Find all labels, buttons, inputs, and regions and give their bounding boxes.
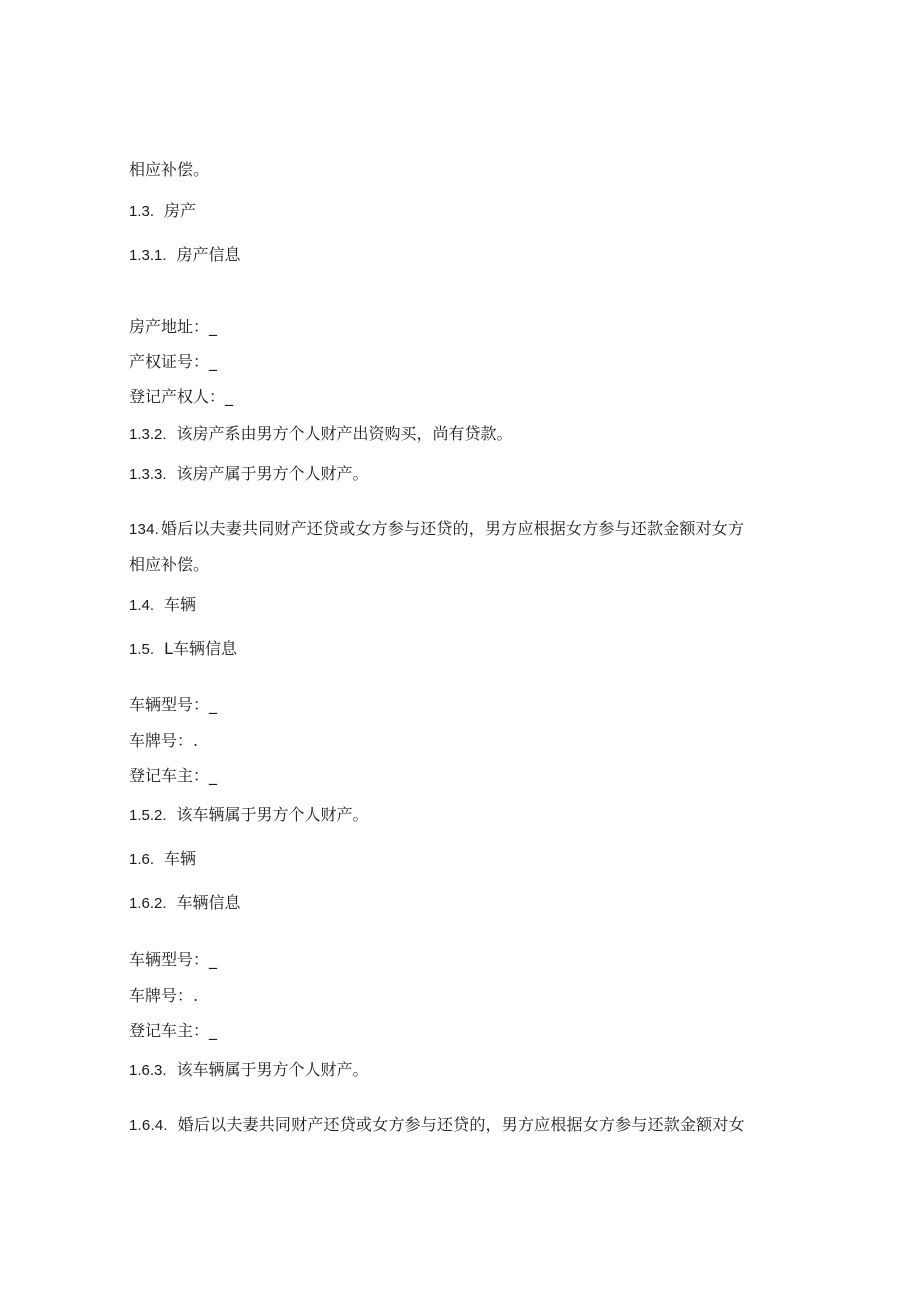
clause-number: 1.5.2. bbox=[129, 807, 167, 824]
field-text: 车辆型号：_ bbox=[129, 950, 218, 969]
subsection-heading bbox=[129, 245, 241, 266]
section-number: 1.6.2. bbox=[129, 895, 167, 912]
clause-number: 1.6.4. bbox=[129, 1117, 168, 1134]
section-title: 车辆 bbox=[164, 849, 197, 868]
clause-line bbox=[129, 805, 369, 826]
section-number: 1.3. bbox=[129, 203, 155, 220]
clause-line bbox=[129, 464, 369, 485]
clause-text: 该房产系由男方个人财产出资购买，尚有贷款。 bbox=[176, 424, 513, 443]
line-text: 相应补偿。 bbox=[129, 160, 210, 179]
text-line bbox=[129, 160, 209, 180]
clause-number: 1.3.2. bbox=[129, 426, 167, 443]
field-text: 产权证号：_ bbox=[129, 352, 218, 371]
field-text: 登记产权人：_ bbox=[129, 387, 234, 406]
text-line bbox=[129, 555, 209, 575]
clause-line bbox=[129, 519, 744, 540]
field-text: 登记车主：_ bbox=[129, 766, 218, 785]
clause-line bbox=[129, 1115, 745, 1136]
clause-number: 1.6.3. bbox=[129, 1062, 167, 1079]
field-line bbox=[129, 986, 198, 1006]
section-title: 房产 bbox=[164, 201, 197, 220]
section-number: 1.5. bbox=[129, 641, 155, 658]
section-heading bbox=[129, 595, 196, 616]
clause-text: 婚后以夫妻共同财产还贷或女方参与还贷的，男方应根据女方参与还款金额对女 bbox=[177, 1115, 745, 1134]
clause-text: 婚后以夫妻共同财产还贷或女方参与还贷的，男方应根据女方参与还款金额对女方 bbox=[161, 519, 745, 538]
clause-text: 该车辆属于男方个人财产。 bbox=[176, 805, 369, 824]
field-line bbox=[129, 317, 217, 337]
section-title: 车辆 bbox=[164, 595, 197, 614]
field-line bbox=[129, 387, 233, 407]
clause-text: 该房产属于男方个人财产。 bbox=[176, 464, 369, 483]
field-line bbox=[129, 950, 217, 970]
clause-number: 134. bbox=[129, 521, 159, 538]
field-text: 车牌号：. bbox=[129, 986, 199, 1005]
section-title: 房产信息 bbox=[176, 245, 241, 264]
section-heading bbox=[129, 849, 196, 870]
section-number: 1.3.1. bbox=[129, 247, 167, 264]
section-heading bbox=[129, 201, 196, 222]
field-text: 房产地址：_ bbox=[129, 317, 218, 336]
clause-number: 1.3.3. bbox=[129, 466, 167, 483]
section-title: L车辆信息 bbox=[164, 639, 237, 658]
clause-text: 该车辆属于男方个人财产。 bbox=[176, 1060, 369, 1079]
field-line bbox=[129, 766, 217, 786]
subsection-heading bbox=[129, 893, 241, 914]
section-heading bbox=[129, 639, 237, 660]
field-line bbox=[129, 352, 217, 372]
field-text: 车牌号：. bbox=[129, 731, 199, 750]
section-number: 1.4. bbox=[129, 597, 155, 614]
clause-line bbox=[129, 424, 513, 445]
field-text: 登记车主：_ bbox=[129, 1021, 218, 1040]
field-line bbox=[129, 731, 198, 751]
line-text: 相应补偿。 bbox=[129, 555, 210, 574]
field-text: 车辆型号：_ bbox=[129, 695, 218, 714]
section-title: 车辆信息 bbox=[176, 893, 241, 912]
field-line bbox=[129, 695, 217, 715]
clause-line bbox=[129, 1060, 369, 1081]
section-number: 1.6. bbox=[129, 851, 155, 868]
field-line bbox=[129, 1021, 217, 1041]
